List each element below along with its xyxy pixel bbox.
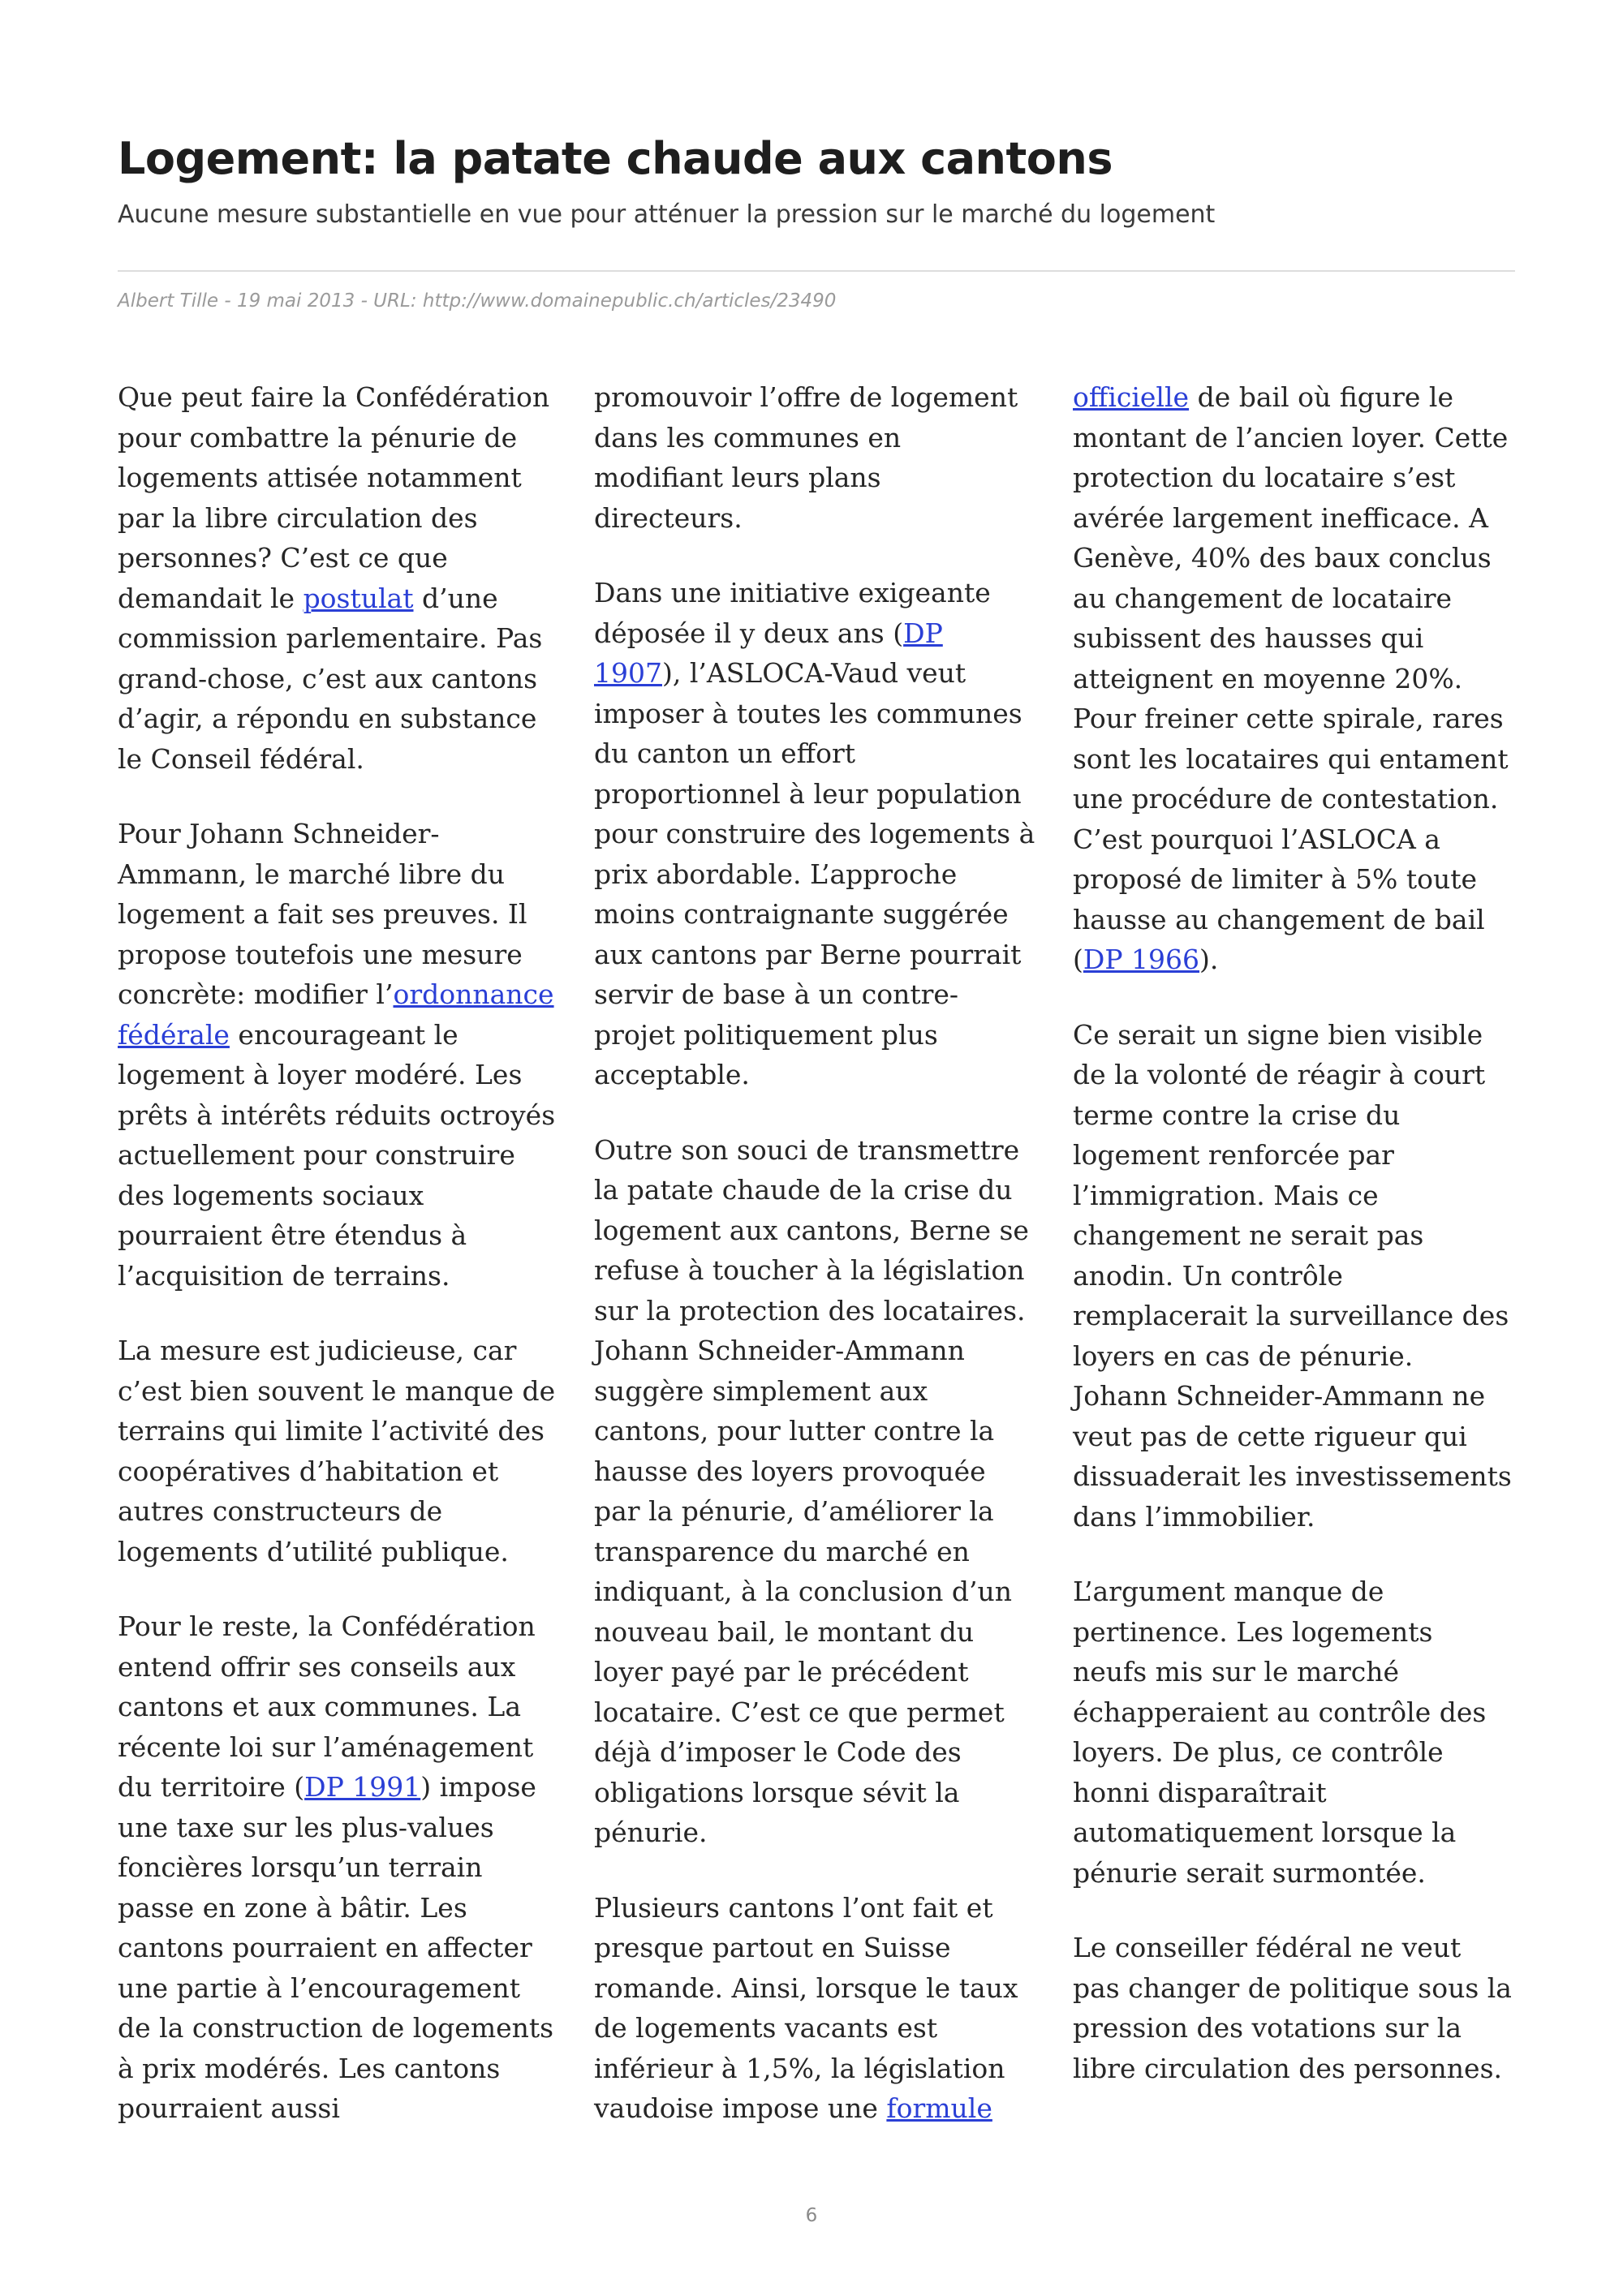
postulat-link[interactable]: postulat bbox=[303, 582, 414, 614]
paragraph bbox=[118, 814, 560, 1296]
paragraph-text: d’une commission parlementaire. Pas grand-chose, c’est aux cantons d’agir, a répondu en substance le Conseil fédéral. bbox=[118, 582, 543, 775]
paragraph bbox=[594, 1888, 1036, 2129]
paragraph-text: Que peut faire la Confédération pour combattre la pénurie de logements attisée notamment par la libre circulation des personnes? C’est ce que demandait le bbox=[118, 381, 550, 614]
paragraph-text: ) impose une taxe sur les plus-values foncières lorsqu’un terrain passe en zone à bâtir. Les cantons pourraient en affecter une partie à l’encouragement de la construction de logements à prix modérés. Les cantons pourraient aussi bbox=[118, 1771, 554, 2124]
text-column-2 bbox=[594, 377, 1036, 2164]
ordonnance-link[interactable]: ordonnance fédérale bbox=[118, 978, 554, 1051]
dp-1991-link[interactable]: DP 1991 bbox=[304, 1771, 421, 1803]
paragraph: Ce serait un signe bien visible de la volonté de réagir à court terme contre la crise du logement renforcée par l’immigration. Mais ce changement ne serait pas anodin. Un contrôle remplacerait la surveillance des loyers en cas de pénurie. Johann Schneider-Ammann ne veut pas de cette rigueur qui dissuaderait les investissements dans l’immobilier. bbox=[1073, 1018, 1512, 1533]
paragraph: Outre son souci de transmettre la patate chaude de la crise du logement aux cantons, Berne se refuse à toucher à la législation sur la protection des locataires. Johann Schneider-Ammann suggère simplement aux cantons, pour lutter contre la hausse des loyers provoquée par la pénurie, d’améliorer la transparence du marché en indiquant, à la conclusion d’un nouveau bail, le montant du loyer payé par le précédent locataire. C’est ce que permet déjà d’imposer le Code des obligations lorsque sévit la pénurie. bbox=[594, 1133, 1029, 1848]
article-title: Logement: la patate chaude aux cantons bbox=[118, 133, 1113, 184]
officielle-link[interactable]: officielle bbox=[1073, 381, 1190, 413]
paragraph bbox=[594, 573, 1036, 1095]
article-header bbox=[118, 126, 1515, 233]
formule-link[interactable]: formule bbox=[886, 2092, 992, 2124]
paragraph: Le conseiller fédéral ne veut pas changer de politique sous la pression des votations sur la libre circulation des personnes. bbox=[1073, 1932, 1512, 2084]
dp-1907-link[interactable]: DP 1907 bbox=[594, 617, 943, 689]
paragraph-text: ). bbox=[1199, 944, 1219, 975]
paragraph-text: de bail où figure le montant de l’ancien loyer. Cette protection du locataire s’est avérée largement inefficace. A Genève, 40% des baux conclus au changement de locataire subissent des hausses qui atteignent en moyenne 20%. Pour freiner cette spirale, rares sont les locataires qui entament une procédure de contestation. C’est pourquoi l’ASLOCA a proposé de limiter à 5% toute hausse au changement de bail ( bbox=[1073, 381, 1509, 975]
paragraph-text: Dans une initiative exigeante déposée il y deux ans ( bbox=[594, 577, 991, 649]
paragraph-text: Plusieurs cantons l’ont fait et presque partout en Suisse romande. Ainsi, lorsque le taux de logements vacants est inférieur à 1,5%, la législation vaudoise impose une bbox=[594, 1891, 1018, 2124]
paragraph bbox=[1073, 377, 1515, 980]
page-number: 6 bbox=[805, 2205, 818, 2226]
paragraph-text: Pour Johann Schneider-Ammann, le marché libre du logement a fait ses preuves. Il propose toutefois une mesure concrète: modifier l’ bbox=[118, 818, 527, 1010]
paragraph-text: Pour le reste, la Confédération entend offrir ses conseils aux cantons et aux communes. La récente loi sur l’aménagement du territoire ( bbox=[118, 1610, 536, 1803]
text-column-3 bbox=[1073, 377, 1515, 2123]
paragraph: La mesure est judicieuse, car c’est bien souvent le manque de terrains qui limite l’activité des coopératives d’habitation et autres constructeurs de logements d’utilité publique. bbox=[118, 1335, 556, 1567]
header-divider bbox=[118, 270, 1515, 272]
paragraph: L’argument manque de pertinence. Les logements neufs mis sur le marché échapperaient au contrôle des loyers. De plus, ce contrôle honni disparaîtrait automatiquement lorsque la pénurie serait surmontée. bbox=[1073, 1576, 1487, 1889]
article-byline: Albert Tille - 19 mai 2013 - URL: http://www.domainepublic.ch/articles/23490 bbox=[118, 290, 837, 312]
paragraph bbox=[118, 377, 560, 779]
paragraph-text: encourageant le logement à loyer modéré. Les prêts à intérêts réduits octroyés actuellement pour construire des logements sociaux pourraient être étendus à l’acquisition de terrains. bbox=[118, 1018, 556, 1292]
paragraph-text: ), l’ASLOCA-Vaud veut imposer à toutes les communes du canton un effort proportionnel à leur population pour construire des logements à prix abordable. L’approche moins contraignante suggérée aux cantons par Berne pourrait servir de base à un contre-projet politiquement plus acceptable. bbox=[594, 657, 1035, 1090]
paragraph bbox=[118, 1606, 560, 2129]
paragraph: promouvoir l’offre de logement dans les communes en modifiant leurs plans directeurs. bbox=[594, 381, 1018, 534]
article-subtitle: Aucune mesure substantielle en vue pour atténuer la pression sur le marché du logement bbox=[118, 200, 1216, 229]
dp-1966-link[interactable]: DP 1966 bbox=[1083, 944, 1200, 975]
text-column-1 bbox=[118, 377, 560, 2164]
